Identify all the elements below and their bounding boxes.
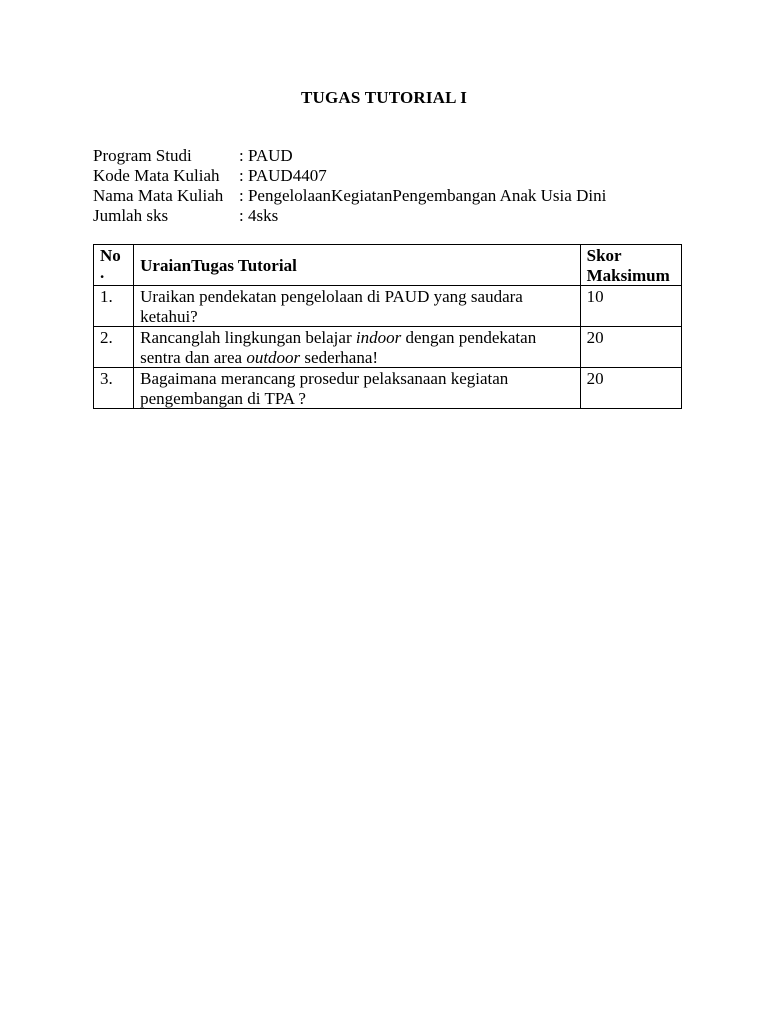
desc-italic: outdoor (246, 347, 301, 367)
info-value: : PengelolaanKegiatanPengembangan Anak Usia Dini (239, 186, 607, 205)
table-row (94, 368, 682, 409)
info-value: : 4sks (239, 206, 279, 225)
info-value: : PAUD4407 (239, 166, 327, 185)
header-no-dot: . (100, 262, 105, 282)
info-row-credits (93, 206, 606, 226)
row-description: Bagaimana merancang prosedur pelaksanaan kegiatan pengembangan di TPA ? (134, 368, 581, 409)
info-row-course-name (93, 186, 606, 206)
desc-text: Rancanglah lingkungan belajar (140, 328, 356, 347)
header-score-line1: Skor (586, 246, 622, 265)
task-table (93, 244, 682, 409)
info-label: Jumlah sks (93, 206, 169, 225)
desc-text: sederhana! (300, 347, 379, 367)
table-row (94, 327, 682, 368)
table-row (94, 286, 682, 327)
info-value: : PAUD (239, 146, 293, 165)
course-info (93, 146, 606, 226)
info-label: Nama Mata Kuliah (93, 186, 224, 205)
header-description: UraianTugas Tutorial (134, 245, 581, 286)
row-number: 3. (94, 368, 134, 409)
desc-italic: indoor (355, 328, 402, 347)
header-no (94, 245, 134, 286)
info-row-course-code (93, 166, 606, 186)
header-score (580, 245, 681, 286)
info-label: Kode Mata Kuliah (93, 166, 220, 185)
info-row-program (93, 146, 606, 166)
row-number: 2. (94, 327, 134, 368)
row-score: 20 (580, 327, 681, 368)
header-no-text: No (100, 246, 121, 265)
table-header-row (94, 245, 682, 286)
row-number: 1. (94, 286, 134, 327)
desc-text: dengan pendekatan sentra dan area (140, 328, 537, 367)
document-title: TUGAS TUTORIAL I (300, 88, 468, 107)
row-description: Uraikan pendekatan pengelolaan di PAUD yang saudara ketahui? (134, 286, 581, 327)
row-description (134, 327, 581, 368)
row-score: 20 (580, 368, 681, 409)
header-score-line2: Maksimum (586, 265, 670, 285)
info-label: Program Studi (93, 146, 192, 165)
row-score: 10 (580, 286, 681, 327)
